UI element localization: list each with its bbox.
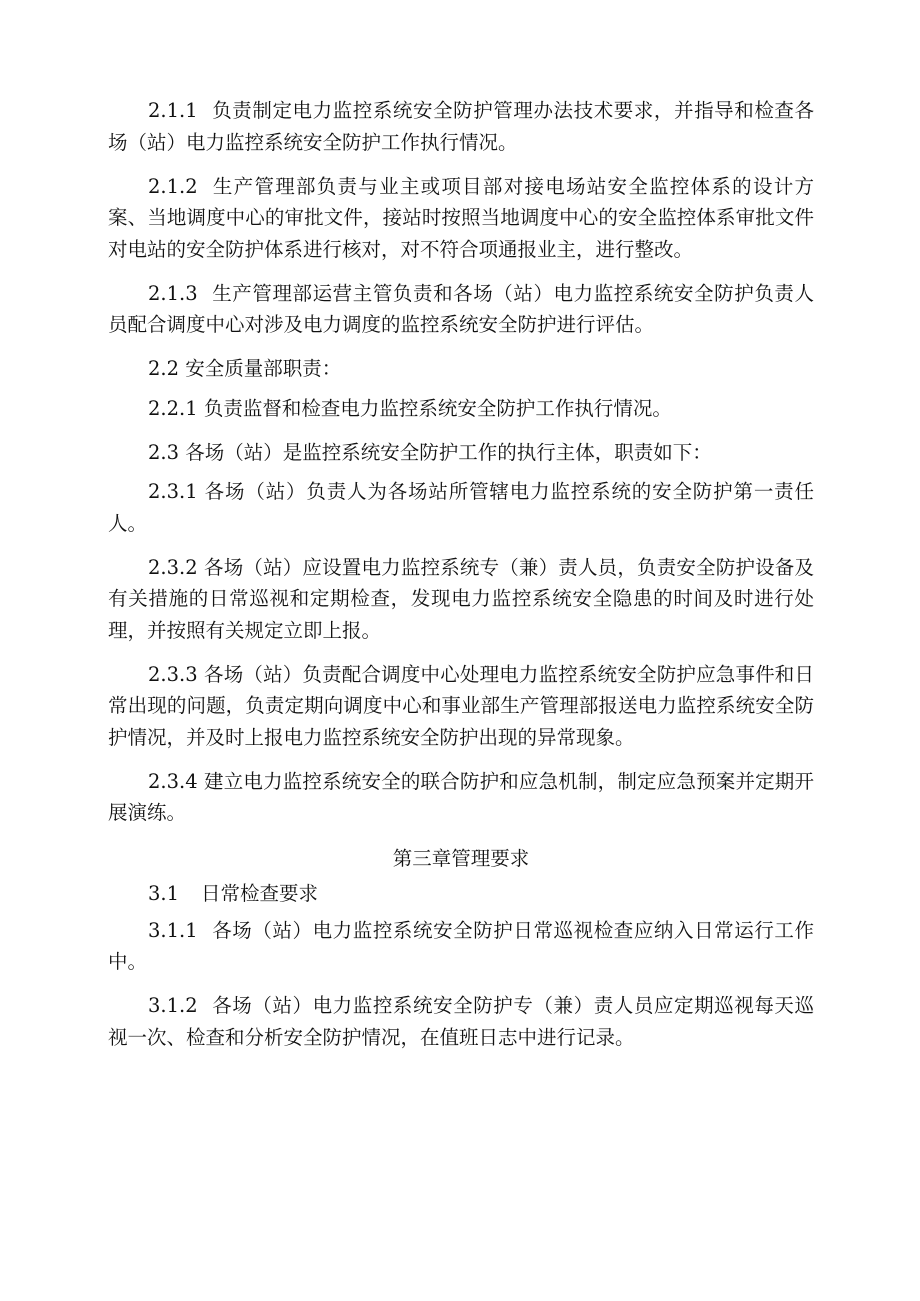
paragraph-2-1-2: [108, 171, 814, 266]
clause-text: 各场（站）负责人为各场站所管辖电力监控系统的安全防护第一责任人。: [108, 480, 814, 535]
clause-text: 建立电力监控系统安全的联合防护和应急机制，制定应急预案并定期开展演练。: [108, 769, 814, 824]
clause-text: 各场（站）电力监控系统安全防护日常巡视检查应纳入日常运行工作中。: [108, 918, 814, 973]
clause-number: 3.1.1: [148, 918, 198, 942]
clause-text: 各场（站）电力监控系统安全防护专（兼）责人员应定期巡视每天巡视一次、检查和分析安全防护情况，在值班日志中进行记录。: [108, 994, 814, 1049]
paragraph-2-3-1: [108, 476, 814, 539]
paragraph-2-1-3: [108, 278, 814, 341]
clause-number: 2.3.1: [148, 480, 198, 503]
paragraph-3-1: [108, 878, 814, 910]
clause-number: 2.1.1: [148, 99, 198, 122]
paragraph-2-3: [108, 437, 814, 469]
clause-text: 负责制定电力监控系统安全防护管理办法技术要求，并指导和检查各场（站）电力监控系统安全防护工作执行情况。: [108, 99, 814, 154]
clause-number: 2.3.4: [148, 769, 198, 793]
clause-number: 2.3.3: [148, 662, 198, 686]
clause-text: 生产管理部负责与业主或项目部对接电场站安全监控体系的设计方案、当地调度中心的审批文件，接站时按照当地调度中心的安全监控体系审批文件对电站的安全防护体系进行核对，对不符合项通报业主，进行整改。: [108, 174, 814, 261]
clause-text: 安全质量部职责：: [185, 357, 342, 380]
paragraph-2-2-1: [108, 393, 814, 425]
clause-number: 2.2.1: [148, 396, 198, 420]
clause-number: 3.1.2: [148, 994, 198, 1017]
clause-number: 2.3: [148, 440, 180, 464]
clause-text: 生产管理部运营主管负责和各场（站）电力监控系统安全防护负责人员配合调度中心对涉及电力调度的监控系统安全防护进行评估。: [108, 281, 814, 336]
document-body: [108, 95, 814, 1066]
chapter-title: 第三章管理要求: [392, 846, 530, 870]
clause-text: 负责监督和检查电力监控系统安全防护工作执行情况。: [203, 396, 672, 420]
paragraph-2-3-4: [108, 766, 814, 829]
clause-text: 日常检查要求: [201, 882, 319, 905]
clause-text: 各场（站）负责配合调度中心处理电力监控系统安全防护应急事件和日常出现的问题，负责定期向调度中心和事业部生产管理部报送电力监控系统安全防护情况，并及时上报电力监控系统安全防护出现的异常现象。: [108, 662, 814, 749]
paragraph-2-1-1: [108, 95, 814, 158]
paragraph-3-1-1: [108, 915, 814, 978]
paragraph-2-3-2: [108, 552, 814, 647]
clause-number: 2.3.2: [148, 555, 198, 579]
paragraph-2-2: [108, 353, 814, 385]
paragraph-3-1-2: [108, 990, 814, 1053]
clause-number: 2.1.2: [148, 174, 198, 198]
clause-number: 2.1.3: [148, 281, 198, 305]
paragraph-2-3-3: [108, 659, 814, 754]
clause-number: 3.1: [148, 882, 180, 905]
clause-text: 各场（站）是监控系统安全防护工作的执行主体，职责如下：: [185, 440, 712, 464]
clause-text: 各场（站）应设置电力监控系统专（兼）责人员，负责安全防护设备及有关措施的日常巡视和定期检查，发现电力监控系统安全隐患的时间及时进行处理，并按照有关规定立即上报。: [108, 555, 814, 642]
clause-number: 2.2: [148, 357, 180, 380]
